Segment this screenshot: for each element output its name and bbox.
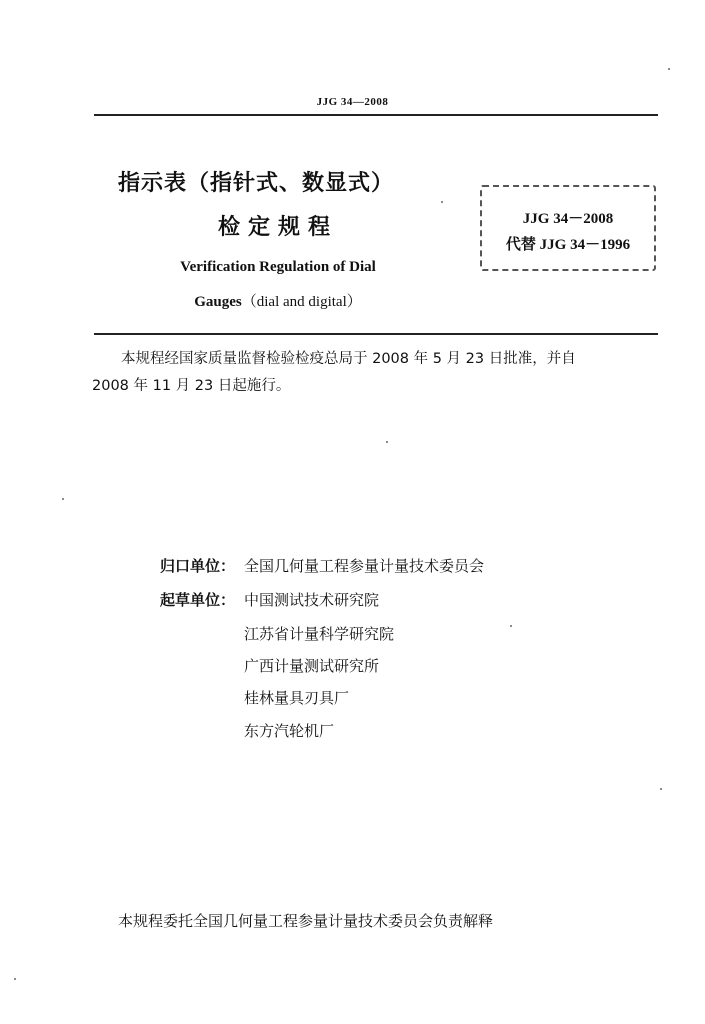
scan-speck (62, 498, 64, 500)
drafting-unit-row (160, 687, 349, 708)
regulation-code-box (480, 185, 656, 271)
approval-statement (92, 346, 662, 400)
drafting-unit-item: 东方汽轮机厂 (244, 722, 335, 740)
responsible-unit-value: 全国几何量工程参量计量技术委员会 (244, 557, 485, 575)
replaces-code: 代替 JJG 34－1996 (505, 237, 631, 253)
drafting-unit-row (160, 655, 379, 676)
running-header: JJG 34—2008 (316, 96, 389, 108)
title-english-line2 (118, 290, 438, 311)
responsible-unit-row (160, 555, 484, 576)
scan-speck (441, 201, 443, 203)
scan-speck (668, 68, 670, 70)
drafting-unit-item: 广西计量测试研究所 (244, 657, 380, 675)
interpretation-note: 本规程委托全国几何量工程参量计量技术委员会负责解释 (118, 912, 494, 930)
drafting-unit-item: 中国测试技术研究院 (244, 591, 380, 609)
drafting-unit-item: 江苏省计量科学研究院 (244, 625, 395, 643)
drafting-unit-label: 起草单位： (160, 591, 236, 609)
header-rule (94, 114, 658, 116)
scan-speck (386, 441, 388, 443)
responsible-unit-label: 归口单位： (160, 557, 236, 575)
scan-speck (660, 788, 662, 790)
drafting-unit-item: 桂林量具刃具厂 (244, 689, 350, 707)
title-english-gauges: Gauges (194, 294, 242, 310)
regulation-code: JJG 34－2008 (522, 211, 614, 227)
title-chinese-line1: 指示表（指针式、数显式） (118, 171, 395, 196)
drafting-unit-row (160, 720, 334, 741)
title-english-subtitle: （dial and digital） (241, 294, 362, 310)
approval-line2: 2008 年 11 月 23 日起施行。 (92, 378, 291, 394)
title-chinese-line2: 检定规程 (217, 215, 338, 240)
drafting-unit-row (160, 623, 394, 644)
scan-speck (14, 978, 16, 980)
title-rule (94, 333, 658, 335)
title-english-line1: Verification Regulation of Dial (180, 259, 376, 275)
drafting-unit-row (160, 589, 379, 610)
scan-speck (510, 625, 512, 627)
approval-line1: 本规程经国家质量监督检验检疫总局于 2008 年 5 月 23 日批准，并自 (121, 351, 576, 367)
